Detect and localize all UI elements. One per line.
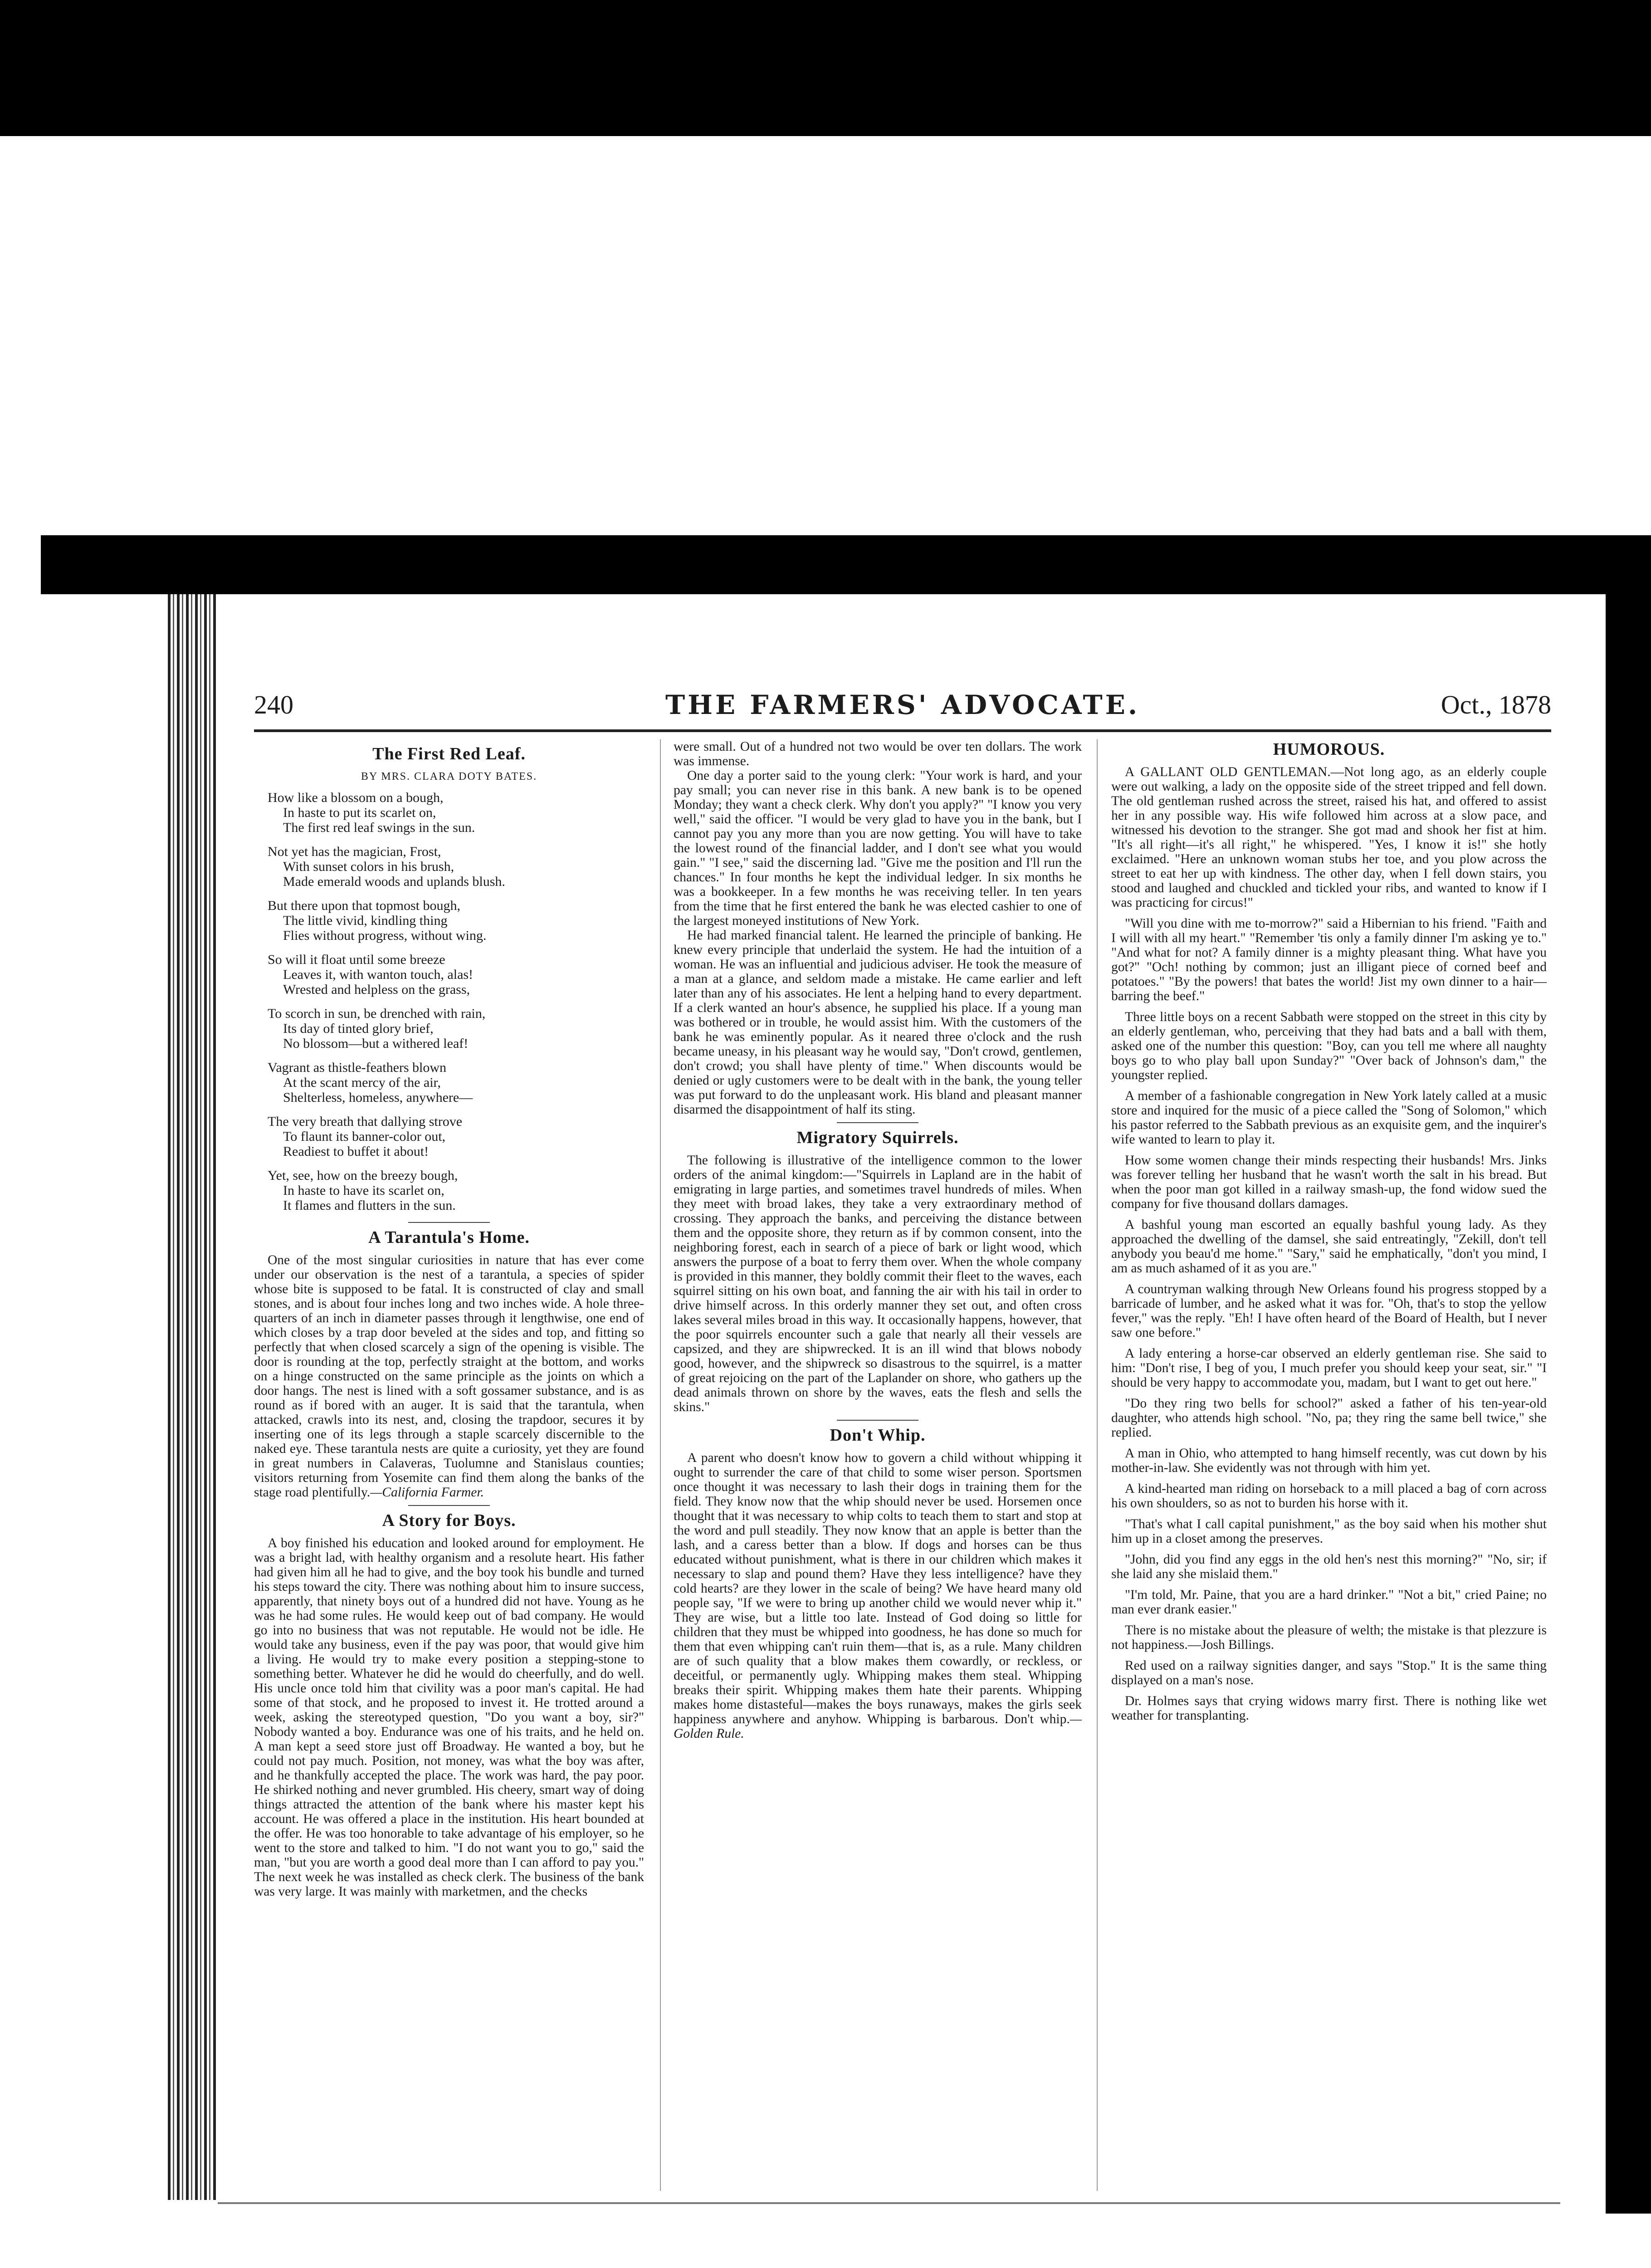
poem-stanza [268,1168,644,1213]
poem-line: The first red leaf swings in the sun. [283,820,475,835]
section-rule [837,1122,918,1123]
poem-line: How like a blossom on a bough, [268,790,444,805]
humorous-item: A man in Ohio, who attempted to hang himself recently, was cut down by his mother-in-law. She evidently was not through with him yet. [1111,1446,1547,1475]
poem-line: The little vivid, kindling thing [283,913,448,928]
poem-line: So will it float until some breeze [268,952,445,967]
poem-line: But there upon that topmost bough, [268,898,460,913]
humorous-item: A kind-hearted man riding on horseback to a mill placed a bag of corn across his own shoulders, so as not to burden his horse with it. [1111,1481,1547,1510]
article-body-tarantula [254,1253,644,1500]
poem-stanza [268,952,644,997]
issue-date: Oct., 1878 [1441,690,1551,719]
humorous-item: "Do they ring two bells for school?" asked a father of his ten-year-old daughter, who attends high school. "No, pa; they ring the same bell twice," she replied. [1111,1396,1547,1440]
column-divider [660,739,661,2191]
poem-stanza [268,1060,644,1105]
page-bottom-edge [218,2202,1560,2204]
section-rule [408,1505,490,1506]
poem-line: Leaves it, with wanton touch, alas! [283,967,474,982]
page-header [254,689,1551,726]
article-text: One of the most singular curiosities in nature that has ever come under our observation is the nest of a tarantula, a species of spider whose bite is supposed to be fatal. It is constructed of clay and small stones, and is about four inches long and two inches wide. A hole three-quarters of an inch in diameter passes through it lengthwise, one end of which closes by a trap door beveled at the sides and top, and fitting so perfectly that when closed scarcely a sign of the opening is visible. The door is rounding at the top, perfectly straight at the bottom, and works on a hinge constructed on the same principle as the joints on which a door hangs. The nest is lined with a soft gossamer substance, and is as round as if bored with an auger. It is said that the tarantula, when attacked, crawls into its nest, and, closing the trapdoor, secures it by inserting one of its legs through a staple scarcely discernible to the naked eye. These tarantula nests are quite a curiosity, yet they are found in great numbers in Calaveras, Tuolumne and Stanislaus counties; visitors returning from Yosemite can find them along the banks of the stage road plentifully. [254,1253,644,1500]
poem-title: The First Red Leaf. [372,744,526,763]
humorous-item: "I'm told, Mr. Paine, that you are a hard drinker." "Not a bit," cried Paine; no man ever drank easier." [1111,1588,1547,1617]
poem-line: No blossom—but a withered leaf! [283,1036,469,1051]
column-3 [1111,739,1547,2195]
poem-line: Made emerald woods and uplands blush. [283,874,505,889]
article-body-whip [674,1451,1082,1741]
book-binding-edge [168,594,218,2200]
column-divider [1097,739,1098,2191]
poem-line: In haste to have its scarlet on, [283,1183,444,1198]
poem-line: To scorch in sun, be drenched with rain, [268,1006,486,1021]
article-citation: —California Farmer. [370,1485,484,1500]
humorous-item: A lady entering a horse-car observed an elderly gentleman rise. She said to him: "Don't rise, I beg of you, I much prefer you should keep your seat, sir." "I should be very happy to accommodate you, madam, but I want to get out here." [1111,1346,1547,1390]
section-rule [408,1222,490,1223]
poem-byline: BY MRS. CLARA DOTY BATES. [361,771,537,782]
poem-line: The very breath that dallying strove [268,1114,463,1129]
poem-stanza [268,1114,644,1159]
poem-stanza [268,898,644,943]
poem-stanza [268,1006,644,1051]
section-rule [837,1420,918,1421]
humorous-item: A bashful young man escorted an equally bashful young lady. As they approached the dwelling of the damsel, she said entreatingly, "Zekill, don't tell anybody you beau'd me home." "Sary," said he emphatically, "don't you mind, I am as much ashamed of it as you are." [1111,1217,1547,1276]
poem-line: In haste to put its scarlet on, [283,805,436,820]
poem-line: Vagrant as thistle-feathers blown [268,1060,447,1075]
article-text: A parent who doesn't know how to govern a child without whipping it ought to surrender the care of that child to some wiser person. Sportsmen once thought it was necessary to lash their dogs in training them for the field. They know now that the whip should never be used. Horsemen once thought that it was necessary to whip colts to teach them to start and stop at the word and pull steadily. They now know that an apple is better than the lash, and a caress better than a blow. If dogs and horses can be thus educated without punishment, what is there in our children which makes it necessary to slap and pound them? Have they less intelligence? have they cold hearts? are they lower in the scale of being? We have heard many old people say, "If we were to bring up another child we would never whip it." They are wise, but a little too late. Instead of God doing so little for children that they must be whipped into goodness, he has done so much for them that even whipping can't ruin them—that is, as a rule. Many children are of such quality that a blow makes them cowardly, or reckless, or deceitful, or permanently ugly. Whipping makes them steal. Whipping breaks their spirit. Whipping makes them hate their parents. Whipping makes home distasteful—makes the boys runaways, makes the girls seek happiness anywhere and anyhow. Whipping is barbarous. Don't whip. [674,1451,1082,1726]
poem-line: At the scant mercy of the air, [283,1075,441,1090]
poem-line: Not yet has the magician, Frost, [268,844,441,859]
page-number: 240 [254,690,293,719]
poem-line: With sunset colors in his brush, [283,859,454,874]
poem-line: Shelterless, homeless, anywhere— [283,1090,473,1105]
humorous-item: A countryman walking through New Orleans found his progress stopped by a barricade of lumber, and he asked what it was for. "Oh, that's to stop the yellow fever," was the reply. "Eh! I have often heard of the Board of Health, but I never saw one before." [1111,1282,1547,1340]
article-paragraph: He had marked financial talent. He learned the principle of banking. He knew every principle that underlaid the system. He had the intuition of a woman. He was an influential and judicious adviser. He took the measure of a man at a glance, and seldom made a mistake. He came earlier and left later than any of his associates. He lent a helping hand to every department. If a clerk wanted an hour's absence, he supplied his place. If a young man was bothered or in trouble, he would assist him. With the customers of the bank he was eminently popular. As it neared three o'clock and the rush became uneasy, in his pleasant way he would say, "Don't crowd, gentlemen, don't crowd; you shall have plenty of time." When discounts would be denied or ugly customers were to be dealt with in the bank, the young teller was put forward to do the unpleasant work. His bland and pleasant manner disarmed the disappointment of half its sting. [674,928,1082,1117]
humorous-item: Dr. Holmes says that crying widows marry first. There is nothing like wet weather for transplanting. [1111,1694,1547,1723]
article-citation: —Golden Rule. [674,1712,1082,1741]
poem-line: It flames and flutters in the sun. [283,1198,456,1213]
article-title-boys: A Story for Boys. [382,1511,516,1530]
article-paragraph: One day a porter said to the young clerk: "Your work is hard, and your pay small; you can never rise in this bank. A new bank is to be opened Monday; they want a check clerk. Why don't you apply?" "I know you very well," said the officer. "I would be very glad to have you in the bank, but I cannot pay you any more than you are now getting. You will have to take the lowest round of the financial ladder, and I don't see what you would gain." "I see," said the discerning lad. "Give me the position and I'll run the chances." In four months he kept the individual ledger. In six months he was a bookkeeper. In a few months he was receiving teller. In ten years from the time that he first entered the bank he was elected cashier to one of the largest moneyed institutions of New York. [674,768,1082,928]
newspaper-page [254,689,1551,2200]
poem-line: Wrested and helpless on the grass, [283,982,470,997]
poem-line: Its day of tinted glory brief, [283,1021,434,1036]
poem-line: Flies without progress, without wing. [283,928,487,943]
article-title-tarantula: A Tarantula's Home. [368,1228,530,1247]
humorous-item: There is no mistake about the pleasure of welth; the mistake is that plezzure is not happiness.—Josh Billings. [1111,1623,1547,1652]
scan-top-band [0,0,1651,136]
humorous-item: How some women change their minds respecting their husbands! Mrs. Jinks was forever telling her husband that he wasn't worth the salt in his bread. But when the poor man got killed in a railway smash-up, the fond widow sued the company for five thousand dollars damages. [1111,1153,1547,1211]
article-title-whip: Don't Whip. [830,1426,926,1445]
humorous-item: "That's what I call capital punishment," as the boy said when his mother shut him up in a closet among the preserves. [1111,1517,1547,1546]
poem-line: To flaunt its banner-color out, [283,1129,446,1144]
poem-stanza [268,790,644,835]
masthead-title: THE FARMERS' ADVOCATE. [665,689,1140,720]
poem-stanza [268,844,644,889]
article-body-boys-continued: were small. Out of a hundred not two would be over ten dollars. The work was immense. [674,739,1082,768]
humorous-item: "John, did you find any eggs in the old hen's nest this morning?" "No, sir; if she laid any she mislaid them." [1111,1552,1547,1581]
column-1 [254,739,644,2195]
article-title-squirrels: Migratory Squirrels. [796,1128,959,1147]
poem-line: Yet, see, how on the breezy bough, [268,1168,458,1183]
article-body-boys: A boy finished his education and looked around for employment. He was a bright lad, with healthy organism and a resolute heart. His father had given him all he had to give, and the boy took his bundle and turned his steps toward the city. There was nothing about him to insure success, apparently, that ninety boys out of a hundred did not have. Young as he was he had some rules. He would keep out of bad company. He would go into no business that was not reputable. He would not be idle. He would take any business, even if the pay was poor, that would give him a living. He would try to make every position a stepping-stone to something better. Whatever he did he would do cheerfully, and do well. His uncle once told him that civility was a poor man's capital. He had some of that stock, and he proposed to invest it. He trotted around a week, asking the stereotyped question, "Do you want a boy, sir?" Nobody wanted a boy. Endurance was one of his traits, and he held on. A man kept a seed store just off Broadway. He wanted a boy, but he could not pay much. Position, not money, was what the boy was after, and he thankfully accepted the place. The work was hard, the pay poor. He shirked nothing and never grumbled. His cheery, smart way of doing things attracted the attention of the bank where his master kept his account. He was offered a place in the institution. His heart bounded at the offer. He was too honorable to take advantage of his employer, so he went to the store and talked to him. "I do not want you to go," said the man, "but you are worth a good deal more than I can afford to pay you." The next week he was installed as check clerk. The business of the bank was very large. It was mainly with marketmen, and the checks [254,1536,644,1899]
humorous-item: Three little boys on a recent Sabbath were stopped on the street in this city by an elderly gentleman, who, perceiving that they had bats and a ball with them, asked one of the number this question: "Boy, can you tell me where all naughty boys go to who play ball upon Sunday?" "Over back of Johnson's dam," the youngster replied. [1111,1010,1547,1082]
humorous-title: HUMOROUS. [1273,740,1385,759]
humorous-item: Red used on a railway signities danger, and says "Stop." It is the same thing displayed on a man's nose. [1111,1658,1547,1687]
scan-right-edge [1606,535,1651,2214]
column-2 [674,739,1082,2195]
article-body-squirrels: The following is illustrative of the intelligence common to the lower orders of the animal kingdom:—"Squirrels in Lapland are in the habit of emigrating in large parties, and sometimes travel hundreds of miles. When they meet with broad lakes, they take a very extraordinary method of crossing. They approach the banks, and perceiving the distance between them and the opposite shore, they return as if by common consent, into the neighboring forest, each in search of a piece of bark or light wood, which answers the purpose of a boat to ferry them over. When the whole company is provided in this manner, they boldly commit their fleet to the waves, each squirrel sitting on his own boat, and fanning the air with his tail in order to drive himself across. In this orderly manner they set out, and often cross lakes several miles broad in this way. It occasionally happens, however, that the poor squirrels encounter such a gale that nearly all their vessels are capsized, and they are shipwrecked. It is an ill wind that blows nobody good, however, and the shipwreck so disastrous to the squirrel, is a matter of great rejoicing on the part of the Laplander on shore, who gathers up the dead animals thrown on shore by the waves, eats the flesh and sells the skins." [674,1153,1082,1414]
humorous-item: A GALLANT OLD GENTLEMAN.—Not long ago, as an elderly couple were out walking, a lady on the opposite side of the street tripped and fell down. The old gentleman rushed across the street, raised his hat, and offered to assist her in any possible way. His wife followed him across at a slow pace, and witnessed his devotion to the stranger. She got mad and shook her fist at him. "It's all right—it's all right," he whispered. "Yes, I know it is!" she hotly exclaimed. "Here an unknown woman stubs her toe, and you plow across the street to eat her up with kindness. The other day, when I fell down stairs, you stood and laughed and chuckled and tickled your ribs, and wanted to know if I was practicing for circus!" [1111,765,1547,910]
poem-line: Readiest to buffet it about! [283,1144,429,1159]
humorous-item: A member of a fashionable congregation in New York lately called at a music store and inquired for the music of a piece called the "Song of Solomon," which his pastor referred to the Sabbath previous as an exquisite gem, and the inquirer's wife wanted to learn to play it. [1111,1089,1547,1147]
scan-fold-band [41,535,1651,594]
header-rule [254,729,1551,732]
humorous-item: "Will you dine with me to-morrow?" said a Hibernian to his friend. "Faith and I will with all my heart." "Remember 'tis only a family dinner I'm asking ye to." "And what for not? A family dinner is a mighty pleasant thing. What have you got?" "Och! nothing by common; just an illigant piece of corned beef and potatoes." "By the powers! that bates the world! Jist my own dinner to a hair—barring the beef." [1111,916,1547,1003]
